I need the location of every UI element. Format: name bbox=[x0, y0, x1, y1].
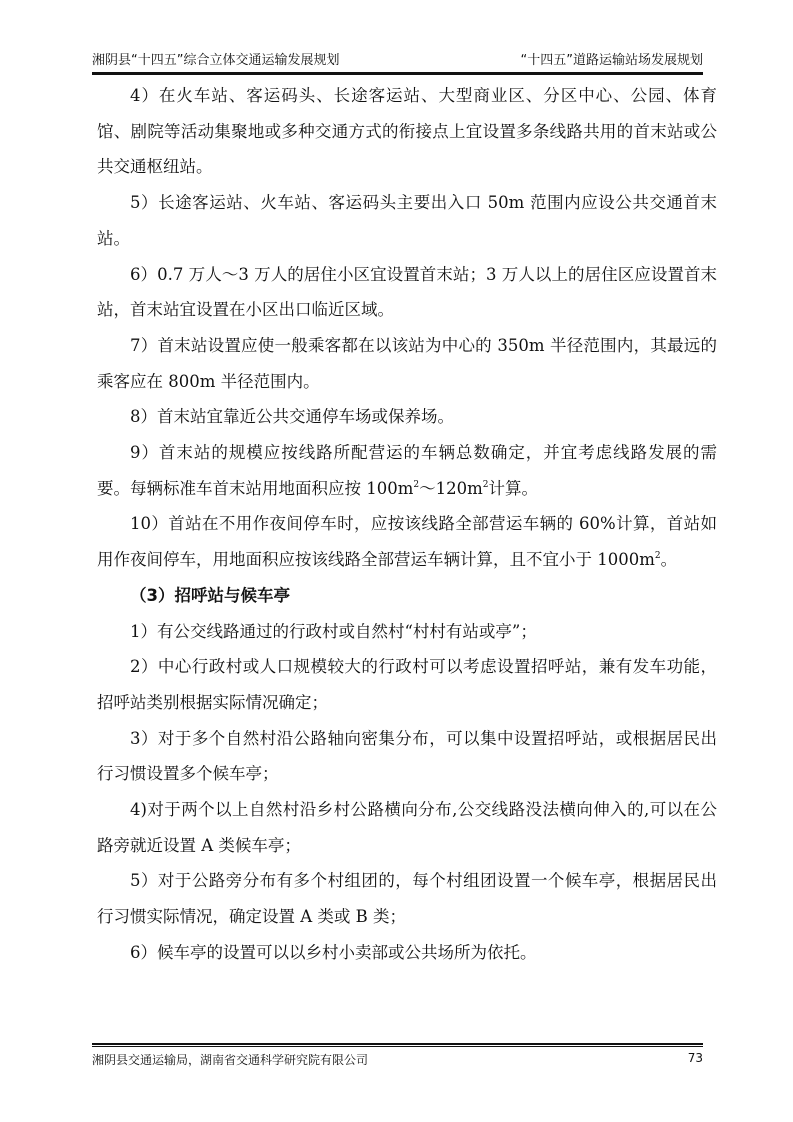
p9-sup-2: 2 bbox=[482, 479, 489, 490]
header-right-title: “十四五”道路运输站场发展规划 bbox=[520, 53, 703, 68]
paragraph-9 bbox=[97, 435, 717, 506]
paragraph-10 bbox=[97, 506, 717, 577]
p9-text-b: ～120m bbox=[419, 478, 483, 498]
paragraph-8: 8）首末站宜靠近公共交通停车场或保养场。 bbox=[130, 407, 454, 427]
p9-text-c: 计算。 bbox=[488, 478, 538, 498]
stop-paragraph-2: 2）中心行政村或人口规模较大的行政村可以考虑设置招呼站，兼有发车功能，招呼站类别根据实际情况确定； bbox=[97, 657, 717, 712]
p10-sup: 2 bbox=[654, 551, 661, 562]
stop-paragraph-6: 6）候车亭的设置可以以乡村小卖部或公共场所为依托。 bbox=[130, 942, 537, 962]
p9-text-a: 9）首末站的规模应按线路所配营运的车辆总数确定，并宜考虑线路发展的需要。每辆标准车首末站用地面积应按 100m bbox=[97, 443, 717, 498]
page-number: 73 bbox=[687, 1051, 703, 1065]
p10-text-a: 10）首站在不用作夜间停车时，应按该线路全部营运车辆的 60%计算，首站如用作夜间停车，用地面积应按该线路全部营运车辆计算，且不宜小于 1000m bbox=[97, 514, 717, 570]
stop-paragraph-3: 3）对于多个自然村沿公路轴向密集分布，可以集中设置招呼站，或根据居民出行习惯设置多个候车亭； bbox=[97, 728, 717, 784]
body-text bbox=[97, 78, 717, 971]
paragraph-4: 4）在火车站、客运码头、长途客运站、大型商业区、分区中心、公园、体育馆、剧院等活动集聚地或多种交通方式的衔接点上宜设置多条线路共用的首末站或公共交通枢纽站。 bbox=[97, 86, 717, 177]
paragraph-7: 7）首末站设置应使一般乘客都在以该站为中心的 350m 半径范围内，其最远的乘客应在 800m 半径范围内。 bbox=[97, 335, 717, 391]
p10-text-c: 。 bbox=[660, 550, 678, 570]
footer-organizations: 湘阴县交通运输局，湖南省交通科学研究院有限公司 bbox=[92, 1053, 369, 1067]
stop-paragraph-1: 1）有公交线路通过的行政村或自然村“村村有站或亭”； bbox=[130, 621, 537, 641]
paragraph-6: 6）0.7 万人～3 万人的居住小区宜设置首末站；3 万人以上的居住区应设置首末站，首末站宜设置在小区出口临近区域。 bbox=[97, 264, 717, 320]
section-heading: （3）招呼站与候车亭 bbox=[130, 585, 290, 605]
stop-paragraph-4: 4)对于两个以上自然村沿乡村公路横向分布,公交线路没法横向伸入的,可以在公路旁就近设置 A 类候车亭； bbox=[97, 800, 717, 855]
p9-sup-1: 2 bbox=[413, 479, 420, 490]
stop-paragraph-5: 5）对于公路旁分布有多个村组团的，每个村组团设置一个候车亭，根据居民出行习惯实际情况，确定设置 A 类或 B 类； bbox=[97, 871, 717, 927]
header-left-title: 湘阴县“十四五”综合立体交通运输发展规划 bbox=[92, 53, 340, 68]
page-footer bbox=[92, 1046, 703, 1068]
footer-rule bbox=[92, 1043, 703, 1045]
header-rule bbox=[92, 74, 703, 75]
page-header bbox=[92, 44, 703, 74]
paragraph-5: 5）长途客运站、火车站、客运码头主要出入口 50m 范围内应设公共交通首末站。 bbox=[97, 193, 717, 248]
